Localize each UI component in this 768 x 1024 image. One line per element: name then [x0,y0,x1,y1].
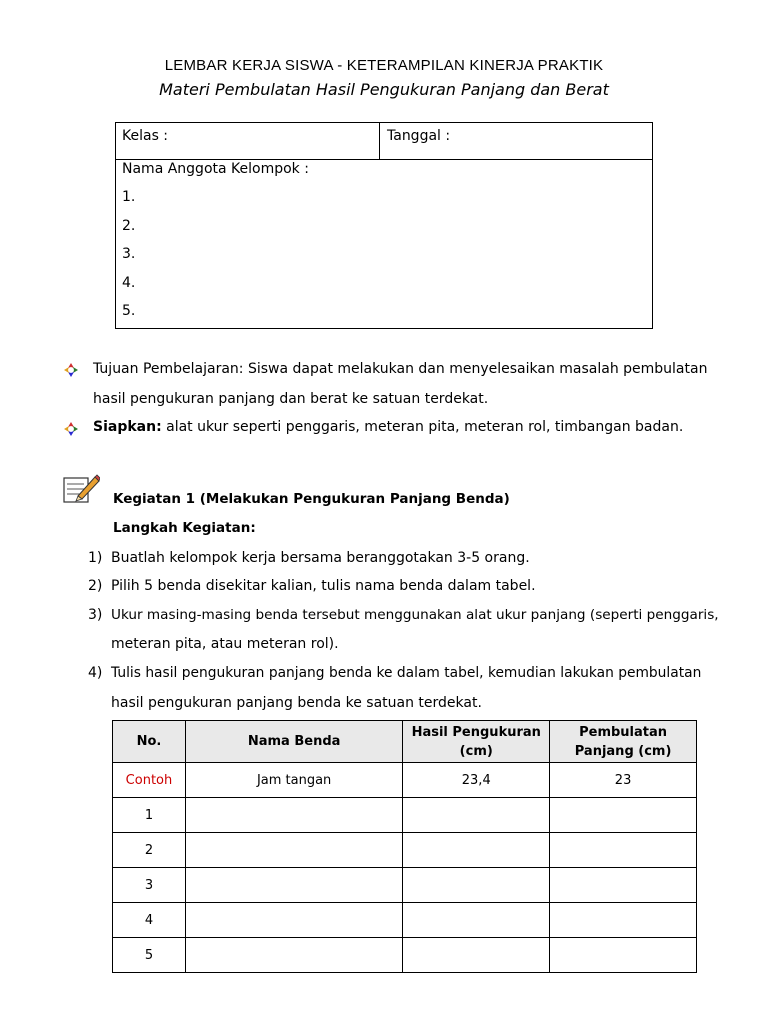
row-hasil-cell[interactable] [403,868,550,903]
header-no: No. [113,721,186,763]
row-nama-cell[interactable] [185,833,402,868]
row-no: 1 [113,798,186,833]
group-info-box [115,122,653,329]
row-nama-cell[interactable] [185,938,402,973]
header-hasil-line-1: Hasil Pengukuran [411,724,541,740]
header-nama-benda: Nama Benda [185,721,402,763]
step-2-number: 2) [88,578,103,594]
step-1-number: 1) [88,550,103,566]
member-4: 4. [122,275,136,291]
row-nama-cell[interactable] [185,868,402,903]
header-bulat-line-2: Panjang (cm) [574,743,672,759]
row-no: 3 [113,868,186,903]
row-bulat-cell[interactable] [550,833,697,868]
row-no: 2 [113,833,186,868]
row-no: 5 [113,938,186,973]
step-4-text-line-1: Tulis hasil pengukuran panjang benda ke dalam tabel, kemudian lakukan pembulatan [111,665,702,681]
anggota-label: Nama Anggota Kelompok : [122,161,309,177]
step-1-text: Buatlah kelompok kerja bersama beranggotakan 3-5 orang. [111,550,530,566]
worksheet-subtitle: Materi Pembulatan Hasil Pengukuran Panjang dan Berat [159,80,609,99]
step-4-number: 4) [88,665,103,681]
step-2-text: Pilih 5 benda disekitar kalian, tulis nama benda dalam tabel. [111,578,536,594]
tujuan-line-2: hasil pengukuran panjang dan berat ke satuan terdekat. [93,391,489,407]
example-bulat: 23 [550,763,697,798]
row-bulat-cell[interactable] [550,938,697,973]
example-label: Contoh [113,763,186,798]
row-no: 4 [113,903,186,938]
worksheet-title: LEMBAR KERJA SISWA - KETERAMPILAN KINERJA PRAKTIK [164,57,604,74]
class-date-divider [379,123,380,159]
header-pembulatan [550,721,697,763]
table-row [113,903,697,938]
siapkan-text: alat ukur seperti penggaris, meteran pita, meteran rol, timbangan badan. [161,419,684,435]
row-bulat-cell[interactable] [550,903,697,938]
row-hasil-cell[interactable] [403,798,550,833]
member-2: 2. [122,218,136,234]
kegiatan-title: Kegiatan 1 (Melakukan Pengukuran Panjang Benda) [113,491,510,507]
tujuan-line-1: Tujuan Pembelajaran: Siswa dapat melakukan dan menyelesaikan masalah pembulatan [93,361,708,377]
row-bulat-cell[interactable] [550,868,697,903]
step-3-text-line-2: meteran pita, atau meteran rol). [111,636,339,652]
member-5: 5. [122,303,136,319]
class-date-row [116,123,652,160]
siapkan-line [93,418,683,436]
tanggal-label: Tanggal : [387,128,451,144]
table-row [113,868,697,903]
header-hasil-line-2: (cm) [459,743,493,759]
notepad-pencil-icon [62,472,100,504]
bullet-arrow-icon [64,422,78,436]
measurement-table [112,720,697,973]
table-header-row [113,721,697,763]
langkah-title: Langkah Kegiatan: [113,520,256,536]
row-hasil-cell[interactable] [403,833,550,868]
bullet-arrow-icon [64,363,78,377]
table-row-example [113,763,697,798]
row-hasil-cell[interactable] [403,903,550,938]
table-row [113,938,697,973]
row-hasil-cell[interactable] [403,938,550,973]
example-nama: Jam tangan [185,763,402,798]
header-bulat-line-1: Pembulatan [579,724,668,740]
member-3: 3. [122,246,136,262]
row-nama-cell[interactable] [185,798,402,833]
member-1: 1. [122,189,136,205]
table-row [113,833,697,868]
table-row [113,798,697,833]
row-nama-cell[interactable] [185,903,402,938]
example-hasil: 23,4 [403,763,550,798]
header-hasil-pengukuran [403,721,550,763]
siapkan-label: Siapkan: [93,419,162,435]
kelas-label: Kelas : [122,128,169,144]
step-4-text-line-2: hasil pengukuran panjang benda ke satuan terdekat. [111,695,482,711]
row-bulat-cell[interactable] [550,798,697,833]
step-3-number: 3) [88,607,103,623]
step-3-text-line-1: Ukur masing-masing benda tersebut menggunakan alat ukur panjang (seperti penggaris, [111,607,719,623]
